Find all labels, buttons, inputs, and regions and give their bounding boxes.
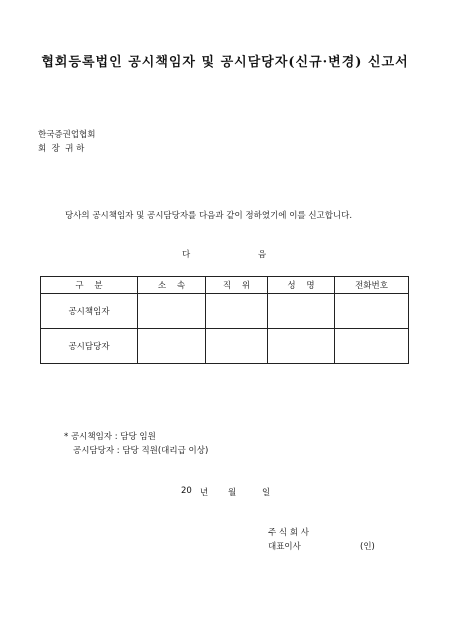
header-position: 직 위	[206, 277, 268, 294]
cell-name[interactable]	[268, 294, 335, 329]
note-officer: * 공시책임자 : 담당 임원	[64, 432, 156, 442]
cell-position[interactable]	[206, 329, 268, 364]
header-department: 소 속	[138, 277, 206, 294]
row-label-disclosure-officer: 공시책임자	[41, 294, 138, 329]
eum-label: 음	[258, 250, 267, 260]
cell-name[interactable]	[268, 329, 335, 364]
header-phone: 전화번호	[335, 277, 409, 294]
officer-table	[40, 276, 409, 364]
recipient-org: 한국증권업협회	[38, 130, 96, 140]
header-name: 성 명	[268, 277, 335, 294]
seal-label: (인)	[360, 542, 375, 552]
da-label: 다	[182, 250, 191, 260]
row-label-disclosure-staff: 공시담당자	[41, 329, 138, 364]
cell-phone[interactable]	[335, 294, 409, 329]
ceo-label: 대표이사	[268, 542, 301, 552]
header-category: 구 분	[41, 277, 138, 294]
date-day-label: 일	[262, 488, 271, 498]
date-month-label: 월	[228, 488, 237, 498]
date-year-label: 년	[200, 488, 209, 498]
note-staff: 공시담당자 : 담당 직원(대리급 이상)	[73, 446, 209, 456]
date-year-prefix: 20	[181, 486, 192, 496]
cell-phone[interactable]	[335, 329, 409, 364]
recipient-line: 회 장 귀 하	[38, 144, 85, 154]
cell-position[interactable]	[206, 294, 268, 329]
table-row	[41, 329, 409, 364]
cell-department[interactable]	[138, 329, 206, 364]
body-text: 당사의 공시책임자 및 공시담당자를 다음과 같이 정하였기에 이를 신고합니다.	[65, 211, 353, 221]
document-title: 협회등록법인 공시책임자 및 공시담당자(신규·변경) 신고서	[41, 55, 409, 70]
table-header-row	[41, 277, 409, 294]
company-label: 주 식 회 사	[268, 528, 309, 538]
cell-department[interactable]	[138, 294, 206, 329]
table-row	[41, 294, 409, 329]
